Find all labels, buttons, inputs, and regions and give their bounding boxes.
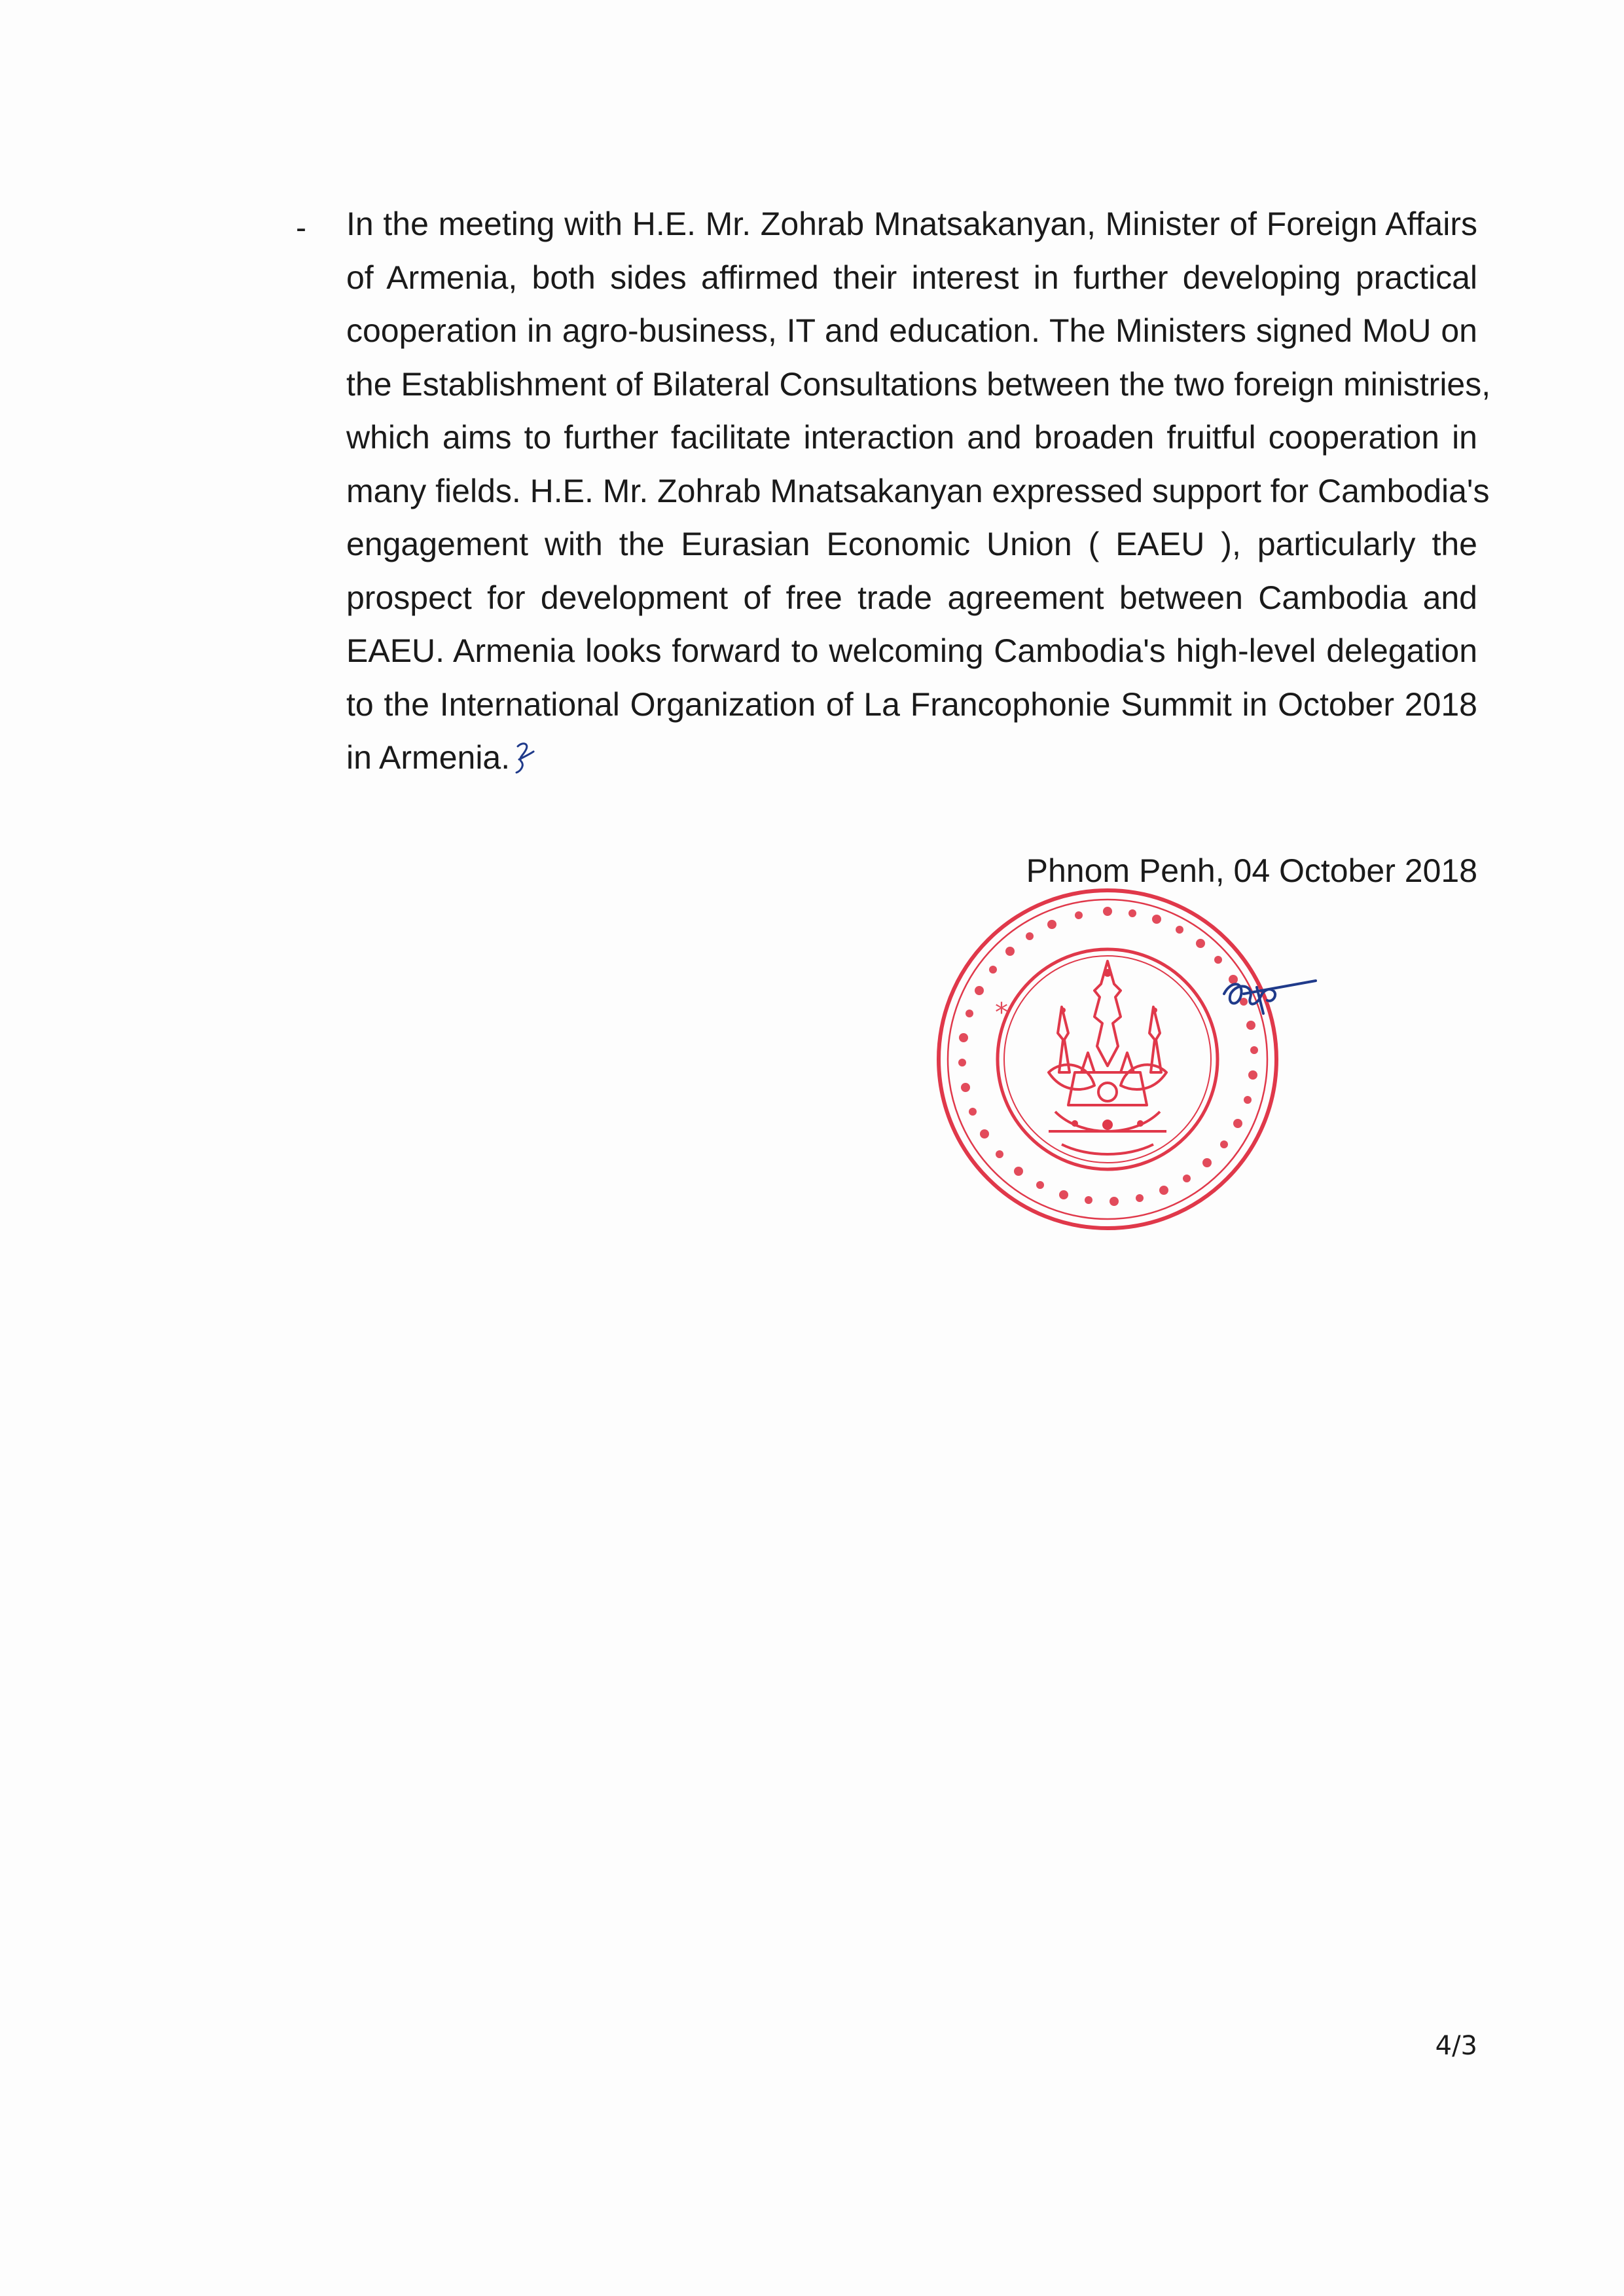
signature-icon [1218, 968, 1322, 1020]
handwritten-initial-icon [513, 740, 536, 775]
paragraph-line-11-text: in Armenia. [346, 739, 511, 776]
paragraph-line-11 [346, 731, 1477, 785]
svg-text:*: * [995, 998, 1008, 1028]
paragraph-line-3: cooperation in agro-business, IT and education. The Ministers signed MoU on [346, 312, 1477, 349]
bullet-paragraph [346, 198, 1491, 785]
paragraph-line-1: In the meeting with H.E. Mr. Zohrab Mnatsakanyan, Minister of Foreign Affairs [346, 206, 1477, 242]
paragraph-line-2: of Armenia, both sides affirmed their interest in further developing practical [346, 259, 1477, 296]
paragraph-line-4: the Establishment of Bilateral Consultations between the two foreign ministries, [346, 365, 1491, 403]
paragraph-line-7: engagement with the Eurasian Economic Union ( EAEU ), particularly the [346, 526, 1477, 562]
paragraph-line-5: which aims to further facilitate interaction and broaden fruitful cooperation in [346, 419, 1477, 456]
page-number: 4/3 [1435, 2031, 1477, 2061]
paragraph-line-6: many fields. H.E. Mr. Zohrab Mnatsakanyan expressed support for Cambodia's [346, 472, 1490, 509]
paragraph-line-8: prospect for development of free trade agreement between Cambodia and [346, 579, 1477, 616]
paragraph-line-9: EAEU. Armenia looks forward to welcoming Cambodia's high-level delegation [346, 632, 1477, 669]
bullet-marker: - [296, 211, 306, 246]
paragraph-line-10: to the International Organization of La Francophonie Summit in October 2018 [346, 685, 1477, 723]
place-and-date: Phnom Penh, 04 October 2018 [1026, 852, 1477, 889]
official-seal-icon [924, 876, 1291, 1243]
